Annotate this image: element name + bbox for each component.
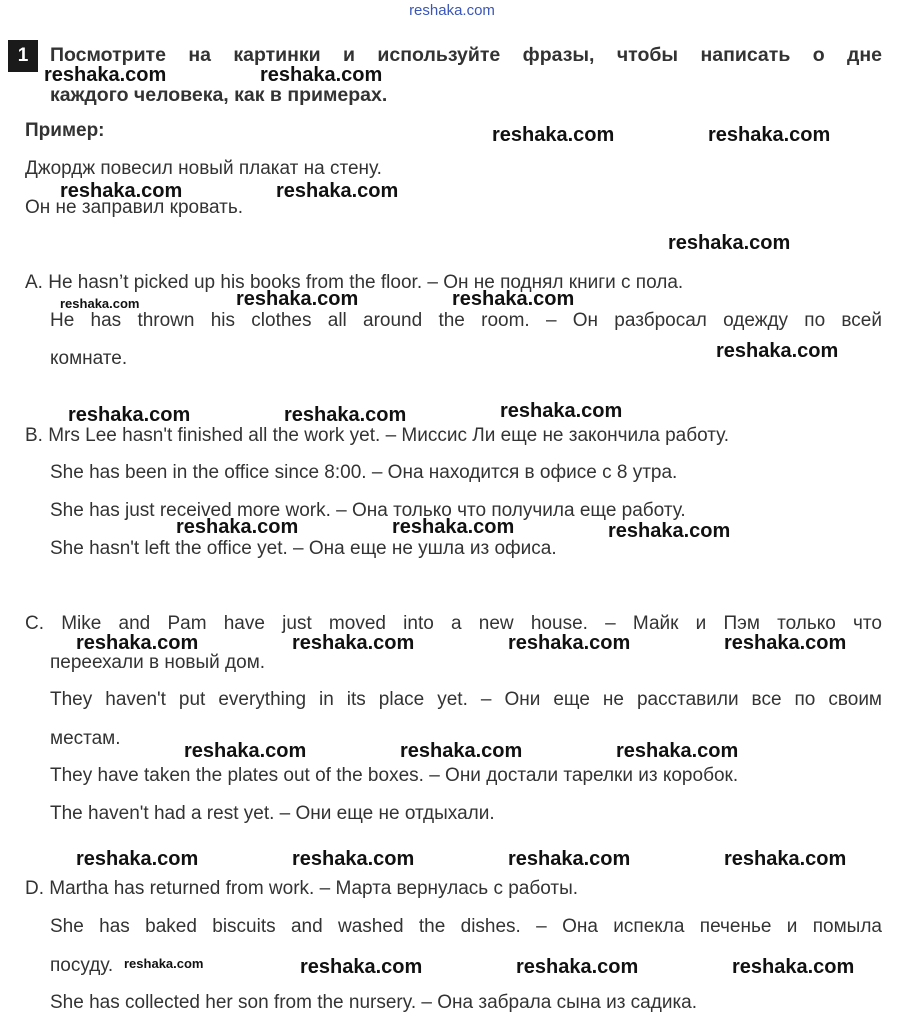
section-b-line-1: B. Mrs Lee hasn't finished all the work yet. – Миссис Ли еще не закончила работу. [25, 425, 730, 446]
watermark: reshaka.com [76, 848, 199, 870]
instruction-line-1: Посмотрите на картинки и используйте фразы, чтобы написать о дне [50, 44, 882, 66]
section-c-line-1: C. Mike and Pam have just moved into a new house. – Майк и Пэм только что [25, 613, 882, 634]
watermark: reshaka.com [400, 740, 523, 762]
section-d-line-1: D. Martha has returned from work. – Марта вернулась с работы. [25, 878, 579, 899]
section-c-line-3: They haven't put everything in its place yet. – Они еще не расставили все по своим [50, 689, 882, 710]
watermark: reshaka.com [516, 956, 639, 978]
watermark: reshaka.com [392, 516, 515, 538]
section-a-line-1: A. He hasn’t picked up his books from the floor. – Он не поднял книги с пола. [25, 272, 684, 293]
example-label: Пример: [25, 120, 105, 141]
watermark: reshaka.com [500, 400, 623, 422]
watermark: reshaka.com [300, 956, 423, 978]
section-c-line-4: местам. [50, 728, 121, 749]
section-d-line-3: посуду. [50, 955, 114, 976]
watermark: reshaka.com [260, 64, 383, 86]
watermark: reshaka.com [60, 296, 140, 311]
instruction-line-2: каждого человека, как в примерах. [50, 84, 388, 106]
watermark: reshaka.com [60, 180, 183, 202]
watermark: reshaka.com [668, 232, 791, 254]
watermark: reshaka.com [292, 848, 415, 870]
watermark: reshaka.com [276, 180, 399, 202]
section-b-line-4: She hasn't left the office yet. – Она еще не ушла из офиса. [50, 538, 557, 559]
watermark: reshaka.com [452, 288, 575, 310]
section-b-line-2: She has been in the office since 8:00. – Она находится в офисе с 8 утра. [50, 462, 678, 483]
watermark: reshaka.com [176, 516, 299, 538]
example-line-2: Он не заправил кровать. [25, 197, 244, 218]
watermark: reshaka.com [716, 340, 839, 362]
watermark: reshaka.com [44, 64, 167, 86]
watermark: reshaka.com [184, 740, 307, 762]
watermark: reshaka.com [292, 632, 415, 654]
section-b-line-3: She has just received more work. – Она только что получила еще работу. [50, 500, 686, 521]
watermark: reshaka.com [724, 632, 847, 654]
watermark: reshaka.com [616, 740, 739, 762]
watermark: reshaka.com [708, 124, 831, 146]
watermark: reshaka.com [492, 124, 615, 146]
watermark: reshaka.com [732, 956, 855, 978]
watermark: reshaka.com [508, 632, 631, 654]
section-d-line-2: She has baked biscuits and washed the dishes. – Она испекла печенье и помыла [50, 916, 882, 937]
watermark: reshaka.com [724, 848, 847, 870]
watermark: reshaka.com [508, 848, 631, 870]
section-c-line-6: The haven't had a rest yet. – Они еще не отдыхали. [50, 803, 495, 824]
section-c-line-5: They have taken the plates out of the boxes. – Они достали тарелки из коробок. [50, 765, 739, 786]
exercise-number-badge: 1 [8, 40, 38, 72]
watermark: reshaka.com [76, 632, 199, 654]
watermark: reshaka.com [124, 956, 204, 971]
watermark: reshaka.com [608, 520, 731, 542]
site-header-link[interactable]: reshaka.com [409, 2, 495, 19]
example-line-1: Джордж повесил новый плакат на стену. [25, 158, 382, 179]
section-a-line-2: He has thrown his clothes all around the room. – Он разбросал одежду по всей [50, 310, 882, 331]
section-d-line-4: She has collected her son from the nursery. – Она забрала сына из садика. [50, 992, 698, 1013]
watermark: reshaka.com [68, 404, 191, 426]
watermark: reshaka.com [284, 404, 407, 426]
section-c-line-2: переехали в новый дом. [50, 652, 266, 673]
watermark: reshaka.com [236, 288, 359, 310]
section-a-line-3: комнате. [50, 348, 128, 369]
